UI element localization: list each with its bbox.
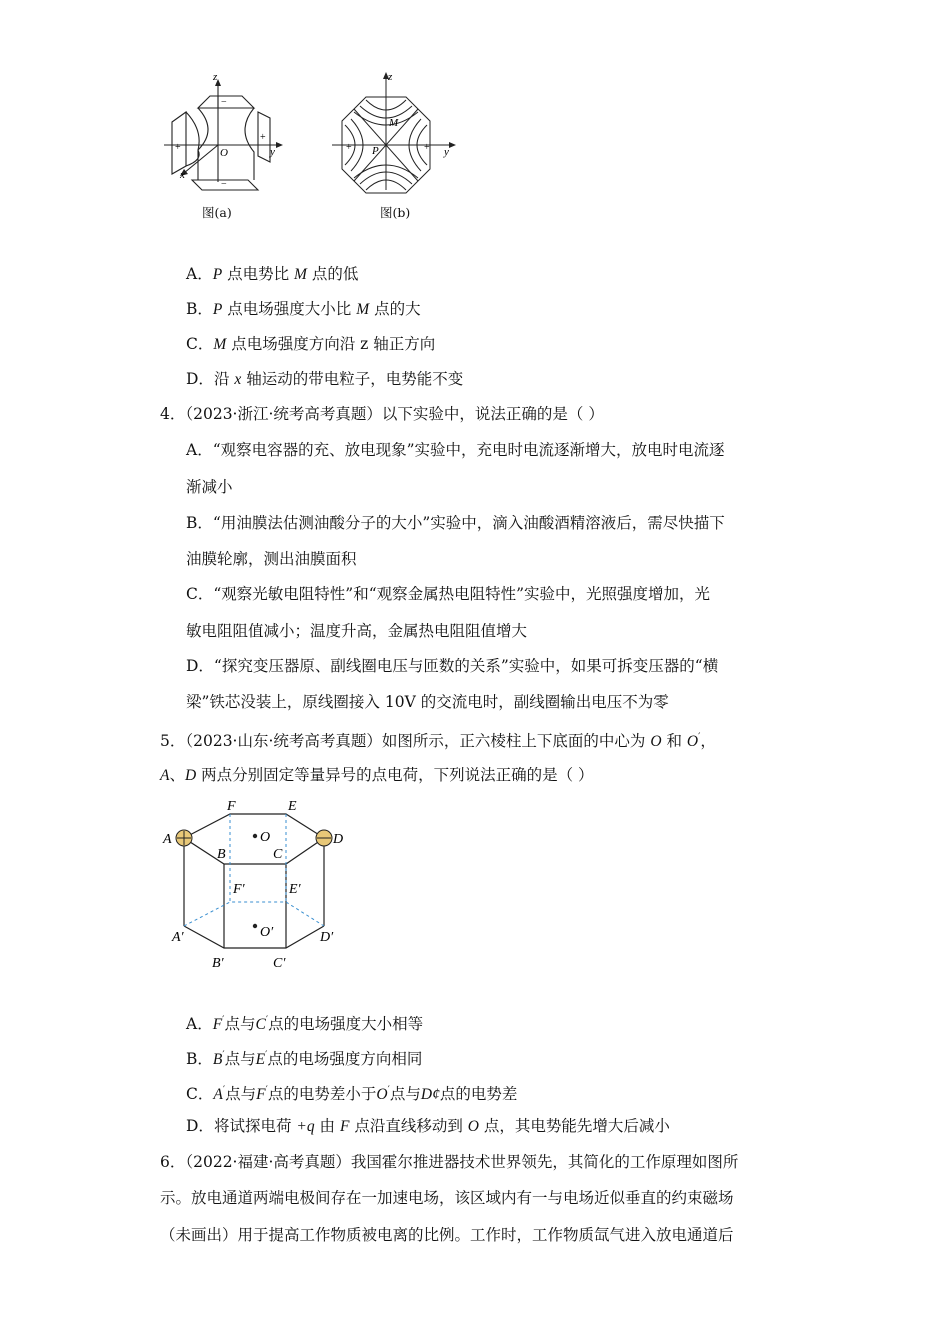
q5-option-b[interactable]: B．B′点与E′点的电场强度方向相同 bbox=[186, 1050, 423, 1068]
q4-option-d-line2: 梁”铁芯没装上，原线圈接入 10V 的交流电时，副线圈输出电压不为零 bbox=[186, 693, 669, 711]
axis-z-label: z bbox=[213, 71, 218, 83]
q5-option-a[interactable]: A．F′点与C′点的电场强度大小相等 bbox=[186, 1015, 424, 1033]
center-O: O bbox=[260, 830, 271, 845]
vertex-F-prime: F′ bbox=[233, 882, 245, 897]
plus-sign-b-right: + bbox=[424, 142, 430, 153]
q4-option-a-line1[interactable]: A．“观察电容器的充、放电现象”实验中，充电时电流逐渐增大，放电时电流逐 bbox=[186, 441, 725, 459]
axis-y-label: y bbox=[270, 146, 275, 158]
q6-stem-line1: 6．（2022·福建·高考真题）我国霍尔推进器技术世界领先，其简化的工作原理如图所 bbox=[160, 1153, 739, 1171]
q6-stem-line2: 示。放电通道两端电极间存在一加速电场，该区域内有一与电场近似垂直的约束磁场 bbox=[160, 1189, 734, 1207]
vertex-F: F bbox=[227, 799, 236, 814]
minus-sign-top: − bbox=[221, 97, 227, 108]
vertex-E: E bbox=[288, 799, 297, 814]
figure-a-cube-electrodes bbox=[158, 70, 288, 195]
q5-stem-line2: A、D 两点分别固定等量异号的点电荷，下列说法正确的是（ ） bbox=[160, 766, 594, 784]
point-M-label: M bbox=[389, 117, 399, 129]
origin-label: O bbox=[220, 147, 228, 159]
q3-option-b[interactable]: B．P 点电场强度大小比 M 点的大 bbox=[186, 300, 421, 318]
vertex-C-prime: C′ bbox=[273, 956, 286, 971]
q3-option-a[interactable]: A．P 点电势比 M 点的低 bbox=[186, 265, 359, 283]
figure-b-caption: 图(b) bbox=[380, 205, 411, 220]
vertex-D: D bbox=[333, 832, 344, 847]
q4-option-b-line1[interactable]: B．“用油膜法估测油酸分子的大小”实验中，滴入油酸酒精溶液后，需尽快描下 bbox=[186, 514, 725, 532]
q4-option-c-line2: 敏电阻阻值减小；温度升高，金属热电阻阻值增大 bbox=[186, 622, 528, 640]
q4-option-b-line2: 油膜轮廓，测出油膜面积 bbox=[186, 550, 357, 568]
q4-option-a-line2: 渐减小 bbox=[186, 478, 233, 496]
q3-option-d[interactable]: D．沿 x 轴运动的带电粒子，电势能不变 bbox=[186, 370, 464, 388]
q5-option-d[interactable]: D．将试探电荷 +q 由 F 点沿直线移动到 O 点，其电势能先增大后减小 bbox=[186, 1117, 670, 1135]
vertex-E-prime: E′ bbox=[289, 882, 301, 897]
vertex-A-prime: A′ bbox=[172, 930, 184, 945]
q5-stem-line1: 5．（2023·山东·统考高考真题）如图所示，正六棱柱上下底面的中心为 O 和 O′， bbox=[160, 732, 716, 750]
axis-y-label-b: y bbox=[444, 146, 449, 158]
figure-b-equipotential-lines bbox=[330, 70, 460, 195]
hexagonal-prism-figure bbox=[160, 796, 350, 976]
minus-sign-bottom: − bbox=[221, 179, 227, 190]
axis-z-label-b: z bbox=[388, 71, 393, 83]
q4-option-d-line1[interactable]: D．“探究变压器原、副线圈电压与匝数的关系”实验中，如果可拆变压器的“横 bbox=[186, 657, 719, 675]
plus-sign-b-left: + bbox=[346, 142, 352, 153]
vertex-D-prime: D′ bbox=[320, 930, 334, 945]
center-O-prime: O′ bbox=[260, 925, 274, 940]
figure-a-caption: 图(a) bbox=[202, 205, 232, 220]
vertex-C: C bbox=[273, 847, 283, 862]
q6-stem-line3: （未画出）用于提高工作物质被电离的比例。工作时，工作物质氙气进入放电通道后 bbox=[160, 1226, 734, 1244]
point-P-label: P bbox=[372, 145, 379, 157]
q4-stem: 4．（2023·浙江·统考高考真题）以下实验中，说法正确的是（ ） bbox=[160, 405, 604, 423]
q4-option-c-line1[interactable]: C．“观察光敏电阻特性”和“观察金属热电阻特性”实验中，光照强度增加，光 bbox=[186, 585, 711, 603]
vertex-A: A bbox=[163, 832, 172, 847]
q3-option-c[interactable]: C．M 点电场强度方向沿 z 轴正方向 bbox=[186, 335, 436, 353]
plus-sign-right: + bbox=[260, 132, 266, 143]
vertex-B-prime: B′ bbox=[212, 956, 224, 971]
plus-sign-left: + bbox=[175, 142, 181, 153]
vertex-B: B bbox=[217, 847, 226, 862]
q5-option-c[interactable]: C．A′点与F′点的电势差小于O′点与D¢点的电势差 bbox=[186, 1085, 518, 1103]
axis-x-label: x bbox=[180, 169, 185, 181]
